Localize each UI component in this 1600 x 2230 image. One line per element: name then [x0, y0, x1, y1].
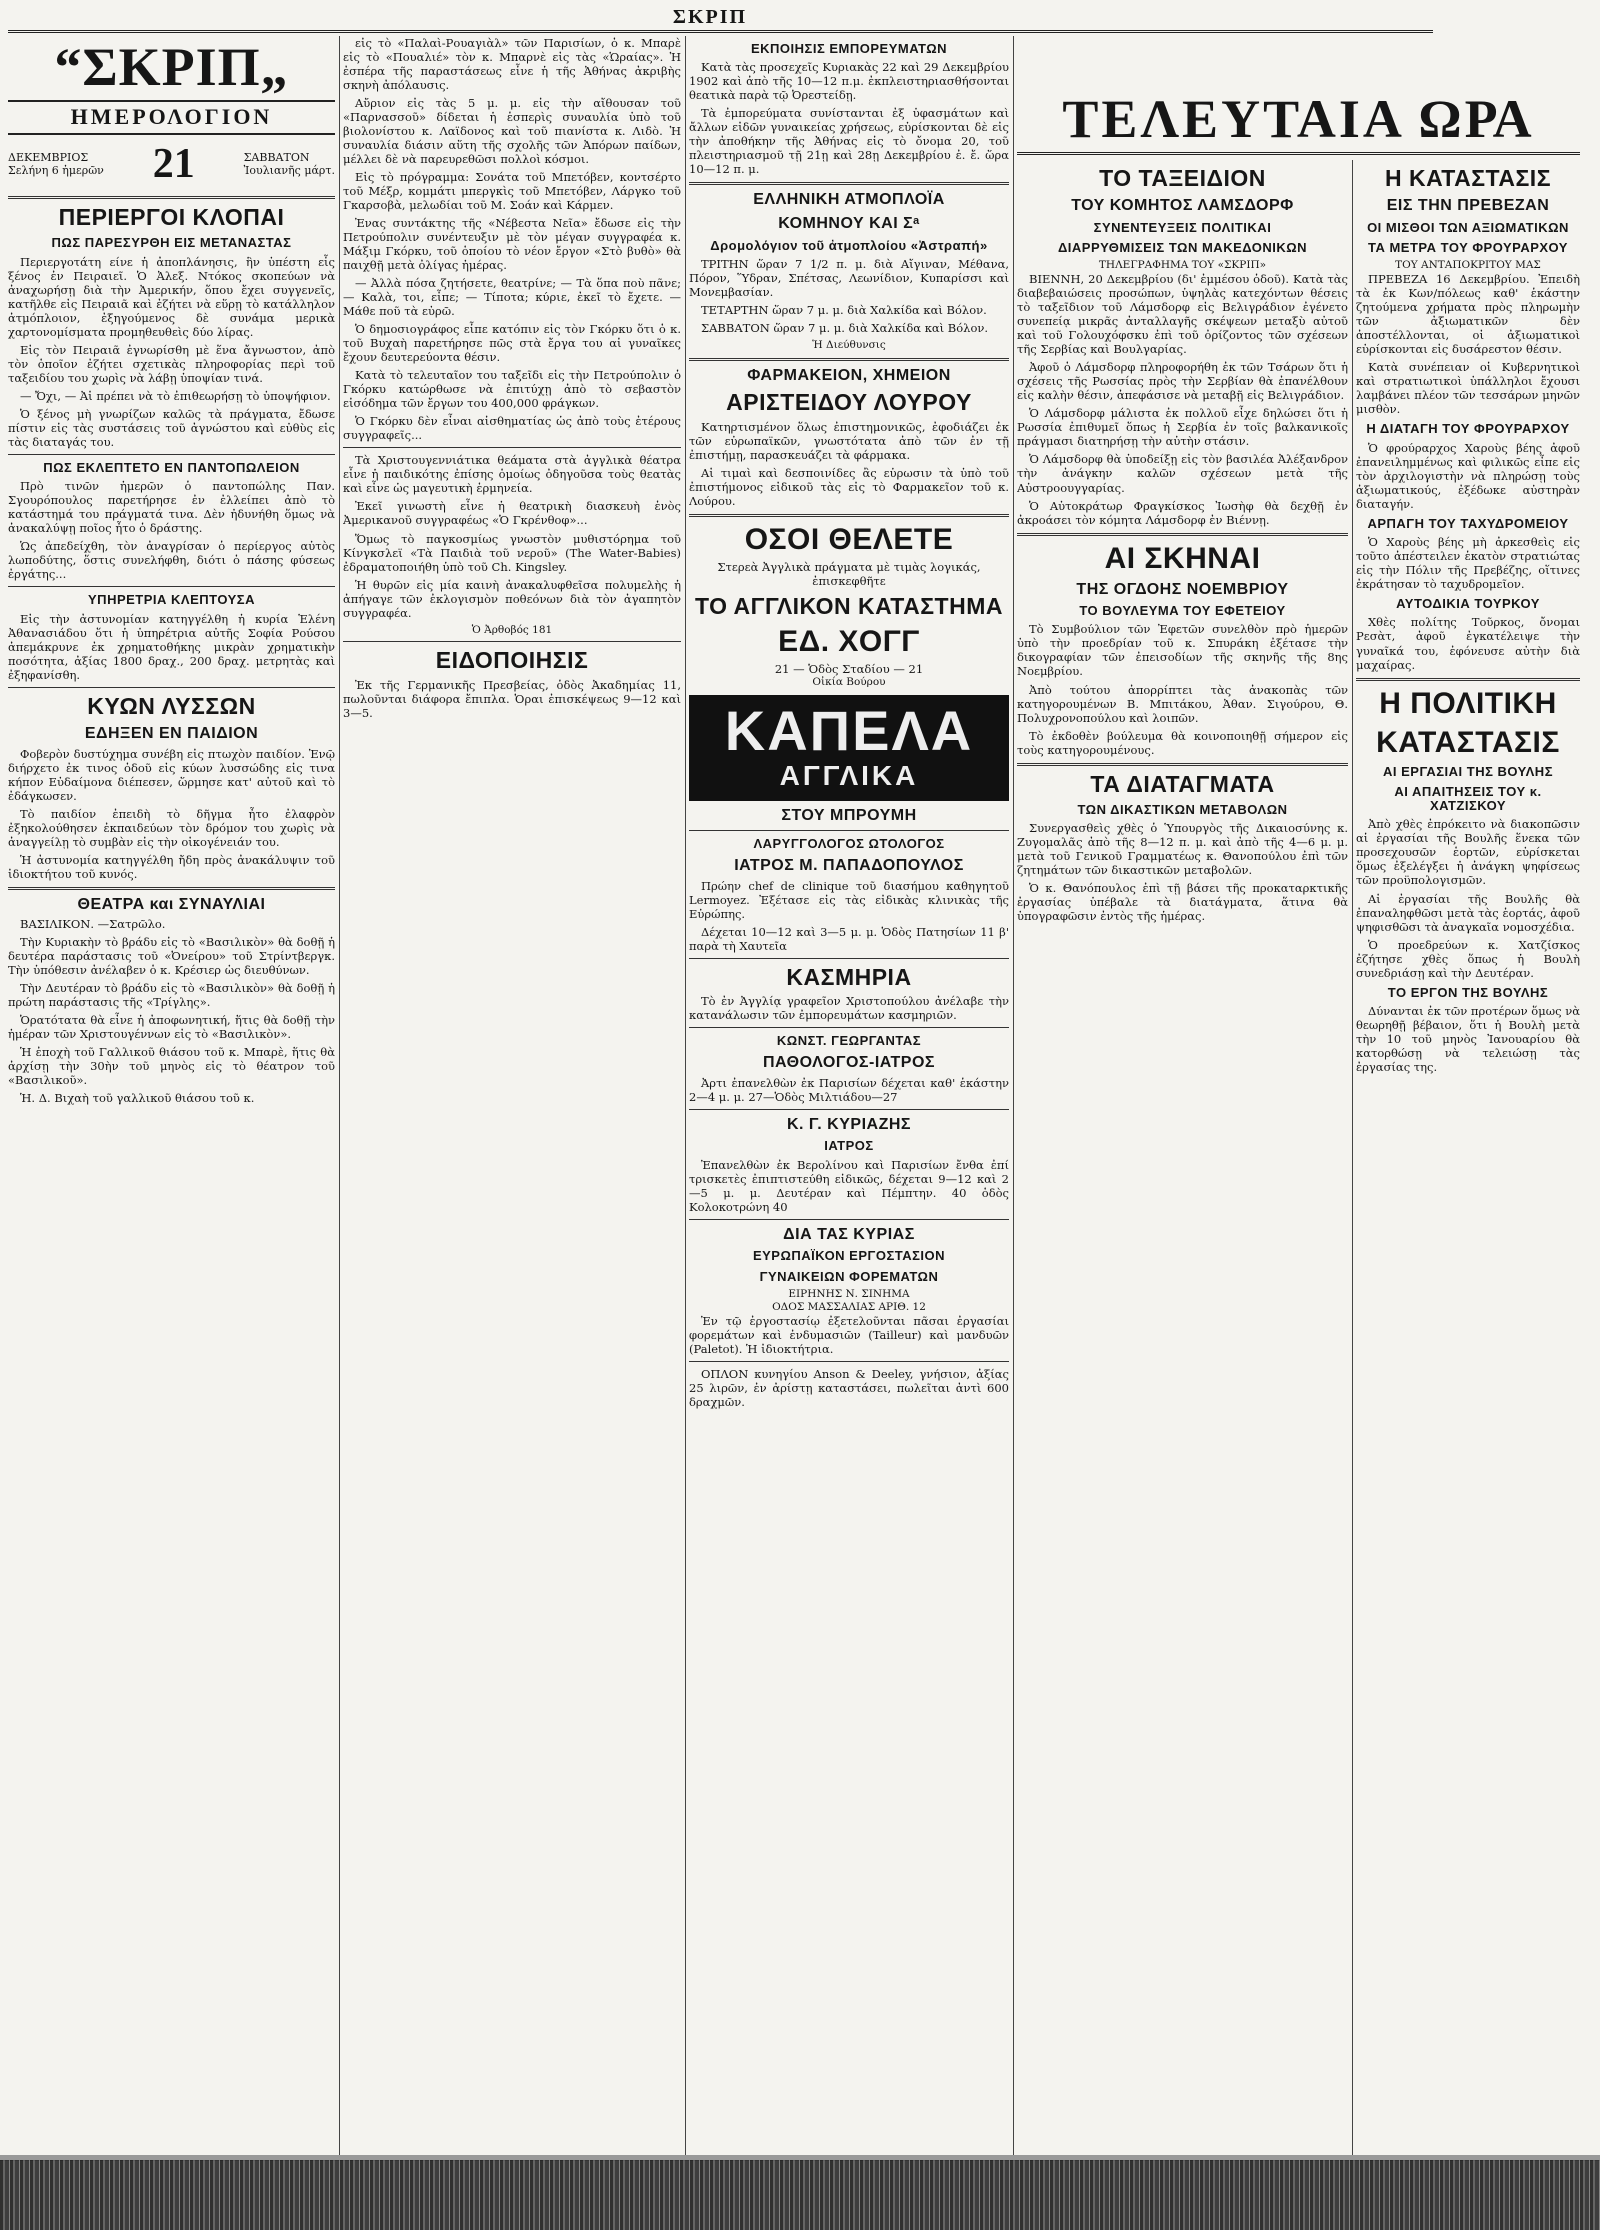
divider — [689, 1361, 1009, 1362]
ad-text: Πρώην chef de clinique τοῦ διασήμου καθηγητοῦ Lermoyez. Ἐξέτασε εἰς τὰς εἰδικὰς κλινικὰς τῆς Εὐρώπης. — [689, 878, 1009, 921]
article-subheadline: ΤΗΣ ΟΓΔΟΗΣ ΝΟΕΜΒΡΙΟΥ — [1076, 580, 1289, 598]
article-paragraph: Ἡ ἐποχὴ τοῦ Γαλλικοῦ θιάσου τοῦ κ. Μπαρὲ, ἥτις θὰ ἀρχίσῃ τὴν 30ὴν τοῦ μηνὸς εἰς τὸ θέατρον τοῦ «Βασιλικοῦ». — [8, 1045, 335, 1088]
divider — [689, 1027, 1009, 1028]
top-rule — [8, 30, 1433, 33]
ad-headline: ΛΑΡΥΓΓΟΛΟΓΟΣ ΩΤΟΛΟΓΟΣ — [753, 835, 945, 851]
article-headline: ΤΑ ΔΙΑΤΑΓΜΑΤΑ — [1090, 770, 1275, 797]
julian-label: Ἰουλιανῆς μάρτ. — [243, 164, 335, 178]
divider — [689, 1219, 1009, 1220]
column-rule — [1013, 36, 1014, 2156]
article-headline: ΑΙ ΣΚΗΝΑΙ — [1104, 541, 1261, 575]
article-paragraph: Αἱ ἐργασίαι τῆς Βουλῆς θὰ ἐπαναληφθῶσι μετὰ τὰς ἑορτάς, ἀφοῦ ψηφισθῶσι τὰ ἀναγκαῖα νομοσχέδια. — [1356, 891, 1580, 934]
article-subheadline: Η ΔΙΑΤΑΓΗ ΤΟΥ ΦΡΟΥΡΑΡΧΟΥ — [1366, 421, 1570, 437]
article-headline: ΤΟ ΤΑΞΕΙΔΙΟΝ — [1099, 165, 1266, 191]
divider — [1017, 763, 1348, 766]
article-paragraph: Ἡ ἀστυνομία κατηγγέλθη ἤδη πρὸς ἀνακάλυψιν τοῦ ἰδιοκτήτου τοῦ κυνός. — [8, 852, 335, 881]
ad-headline: ΦΑΡΜΑΚΕΙΟΝ, ΧΗΜΕΙΟΝ — [747, 366, 951, 384]
column-2 — [343, 36, 681, 2156]
article-headline: Η ΚΑΤΑΣΤΑΣΙΣ — [1384, 165, 1551, 191]
divider — [689, 358, 1009, 361]
divider — [689, 958, 1009, 959]
article-paragraph: — Ὄχι, — Ἀἱ πρέπει νὰ τὸ ἐπιθεωρήσῃ τὸ ὑποψήφιον. — [20, 388, 331, 403]
column-4 — [1017, 160, 1348, 2156]
article-paragraph: Ὁ ξένος μὴ γνωρίζων καλῶς τὰ πράγματα, ἔδωσε πίστιν εἰς τὰς συστάσεις τοῦ ἀγνώστου καὶ εὐθὺς εἰς τὰς διαταγάς του. — [8, 406, 335, 449]
article-paragraph: Πρὸ τινῶν ἡμερῶν ὁ παντοπώλης Παν. Σγουρόπουλος παρετήρησε ἐν ἐλλείπει ἀπὸ τὸ κατάστημά του πράγματά τινα. Δὲν ἠδυνήθη ὅμως νὰ ἀνακαλύψῃ ποῖος ἦτο ὁ δράστης. — [8, 479, 335, 536]
article-paragraph: Τὴν Δευτέραν τὸ βράδυ εἰς τὸ «Βασιλικὸν» θὰ δοθῇ ἡ πρώτη παράστασις τῆς «Τρίγλης». — [8, 981, 335, 1010]
article-paragraph: Ὁ Γκόρκυ δὲν εἶναι αἰσθηματίας ὡς ἀπὸ τοὺς ἐτέρους συγγραφεῖς... — [343, 414, 681, 443]
article-paragraph: Κατὰ συνέπειαν οἱ Κυβερνητικοὶ καὶ στρατιωτικοὶ ὑπάλληλοι ἔχουσι λαμβάνει πλέον τῶν τεσσάρων μηνῶν μισθὸν. — [1356, 360, 1580, 417]
article-paragraph: Εἰς τὴν ἀστυνομίαν κατηγγέλθη ἡ κυρία Ἑλένη Ἀθανασιάδου ὅτι ἡ ὑπηρέτρια αὐτῆς Σοφία Ρούσου ἀπεμάκρυνε ἐκ χρηματοθήκης μικρὰν χρηματικὴν ποσότητα, ἀξίας 1800 δραχ., 200 δραχ. μετρητὰς καὶ ἐξηφανίσθη. — [8, 611, 335, 682]
column-5 — [1356, 160, 1580, 2156]
article-paragraph: Ἀφοῦ ὁ Λάμσδορφ πληροφορήθη ἐκ τῶν Τσάρων ὅτι ἡ σχέσεις τῆς Ρωσσίας πρὸς τὴν Σερβίαν θὰ ἐπανέλθουν εἰς καλὴν θέσιν, ἀπεφάσισε νὰ μεταβῇ εἰς Βελιγράδιον. — [1017, 360, 1348, 403]
divider — [8, 887, 335, 890]
ad-subheadline: ΕΙΡΗΝΗΣ Ν. ΣΙΝΗΜΑ — [788, 1288, 910, 1301]
article-paragraph: ΠΡΕΒΕΖΑ 16 Δεκεμβρίου. Ἐπειδὴ τὰ ἐκ Κων/πόλεως καθ' ἑκάστην ζητούμενα χρήματα πρὸς πληρωμὴν τῶν ἀξιωματικῶν δὲν ἀποστέλλονται, οἱ ἀξιωματικοὶ εὑρίσκονται εἰς δυσάρεστον θέσιν. — [1356, 272, 1580, 357]
ad-text: ΣΑΒΒΑΤΟΝ ὥραν 7 μ. μ. διὰ Χαλκίδα καὶ Βόλον. — [701, 320, 989, 335]
article-subheadline: ΠΩΣ ΠΑΡΕΣΥΡΘΗ ΕΙΣ ΜΕΤΑΝΑΣΤΑΣ — [51, 235, 292, 251]
article-paragraph: εἰς τὸ «Παλαὶ-Ρουαγιὰλ» τῶν Παρισίων, ὁ κ. Μπαρὲ εἰς τὸ «Πουαλιέ» τὸν κ. Μπαρνὲ εἰς τὰς «Ὡραίας». Ἡ ἐσπέρα τῆς παραστάσεως εἶνε ἡ τῆς Ἀθήνας ἀκριβὴς σκηνὴ ἀπόλαυσις. — [343, 36, 681, 93]
ad-text: ΤΡΙΤΗΝ ὥραν 7 1/2 π. μ. διὰ Αἴγιναν, Μέθανα, Πόρον, Ὕδραν, Σπέτσας, Λεωνίδιον, Κυπαρίσσι καὶ Μονεμβασίαν. — [689, 256, 1009, 299]
ad-text: Ἐπανελθὼν ἐκ Βερολίνου καὶ Παρισίων ἔνθα ἐπί τρισκετὲς ἐπιπτιστεύθη εἰδικῶς, δέχεται 9—12 καὶ 2—5 μ. μ. Δευτέραν καὶ Πέμπτην. 40 ὁδὸς Κολοκοτρώνη 40 — [689, 1157, 1009, 1214]
ad-address: 21 — Ὁδὸς Σταδίου — 21 — [774, 662, 924, 677]
article-paragraph: Ὁ προεδρεύων κ. Χατζίσκος ἐζήτησε χθὲς ὅπως ἡ Βουλὴ συνεδριάσῃ καὶ τὴν Δευτέραν. — [1356, 937, 1580, 980]
divider — [689, 514, 1009, 517]
ad-big-text: ΚΑΠΕΛΑ — [724, 698, 974, 762]
article-headline: ΚΥΩΝ ΛΥΣΣΩΝ — [87, 692, 256, 719]
ad-subheadline: ΠΑΘΟΛΟΓΟΣ-ΙΑΤΡΟΣ — [763, 1054, 935, 1072]
divider — [343, 641, 681, 642]
article-subheadline: ΕΔΗΞΕΝ ΕΝ ΠΑΙΔΙΟΝ — [84, 724, 259, 742]
divider — [8, 687, 335, 688]
article-subheadline: ΑΥΤΟΔΙΚΙΑ ΤΟΥΡΚΟΥ — [1396, 596, 1540, 612]
ad-text: Στερεὰ Ἀγγλικὰ πράγματα μὲ τιμὰς λογικάς, ἐπισκεφθῆτε — [717, 559, 981, 588]
divider — [689, 830, 1009, 831]
ad-headline: ΚΩΝΣΤ. ΓΕΩΡΓΑΝΤΑΣ — [776, 1032, 922, 1048]
article-paragraph: Χθὲς πολίτης Τοῦρκος, ὄνομαι Ρεσὰτ, ἀφοῦ ἐγκατέλειψε τὴν γυναῖκά του, ἐφόνευσε αὐτὴν διὰ μαχαίρας. — [1356, 615, 1580, 672]
ad-text: Τὰ ἐμπορεύματα συνίστανται ἐξ ὑφασμάτων καὶ ἄλλων εἰδῶν γυναικείας χρήσεως, εὑρίσκονται δὲ εἰς τὴν ἀποθήκην τῆς Ἀθήνας εἰς τὸ ὄνομα 20, τοῦ πλειστηριασμοῦ τῇ 21ῃ καὶ 28ῃ Δεκεμβρίου ἐ. ἔ. ὥρα 10—12 π. μ. — [689, 106, 1009, 177]
column-1 — [8, 36, 335, 2156]
ad-text: ΟΠΛΟΝ κυνηγίου Anson & Deeley, γνήσιον, ἀξίας 25 λιρῶν, ἐν ἀρίστῃ καταστάσει, πωλεῖται ἀντὶ 600 δραχμῶν. — [689, 1366, 1009, 1409]
ad-headline: ΚΑΣΜΗΡΙΑ — [786, 963, 912, 990]
article-paragraph: Ὁ δημοσιογράφος εἶπε κατόπιν εἰς τὸν Γκόρκυ ὅτι ὁ κ. τοῦ Βυχαὴ παρετήρησε πῶς στὰ ἔργα του αἱ γυναῖκες ἔχουν δευτερεύοντα θέσιν. — [343, 322, 681, 365]
ad-text: Κατηρτισμένον ὅλως ἐπιστημονικῶς, ἐφοδιάζει ἐκ τῶν εὐρωπαϊκῶν, γνωστότατα ἀπὸ τῶν ἐν τῇ ἐπιστήμῃ, παρασκευάζει τὰ φάρμακα. — [689, 419, 1009, 462]
article-paragraph: Ὁ Λάμσδορφ μάλιστα ἐκ πολλοῦ εἶχε δηλώσει ὅτι ἡ Ρωσσία ἐπιθυμεῖ ὅπως ἡ Σερβία ἐν τοῖς βαλκανικοῖς πράγμασι διατηρήσῃ τὴν αὐτὴν στάσιν. — [1017, 406, 1348, 449]
article-paragraph: Ὁ Λάμσδορφ θὰ ὑποδείξῃ εἰς τὸν βασιλέα Ἀλέξανδρον τὴν ἀνάγκην καλῶν σχέσεων μετὰ τῆς Αὐστροουγγαρίας. — [1017, 452, 1348, 495]
scan-noise-strip — [0, 2160, 1600, 2230]
ad-subheadline: ΑΡΙΣΤΕΙΔΟΥ ΛΟΥΡΟΥ — [726, 389, 972, 416]
article-paragraph: Τὸ ἐκδοθὲν βούλευμα θὰ κοινοποιηθῇ σήμερον εἰς τοὺς κατηγορουμένους. — [1017, 728, 1348, 757]
article-subheadline: ΤΟ ΒΟΥΛΕΥΜΑ ΤΟΥ ΕΦΕΤΕΙΟΥ — [1079, 603, 1286, 619]
article-paragraph: Ἡ θυρῶν εἰς μία καινὴ ἀνακαλυφθεῖσα πολυμελὴς ἡ ἀπήγαγε τῶν ἐκλογισμὸν ποθεόνων διὰ τὸν ἀγαπητὸν συγγραφέα. — [343, 577, 681, 620]
article-paragraph: Ἡ. Δ. Βιχαὴ τοῦ γαλλικοῦ θιάσου τοῦ κ. — [20, 1091, 255, 1106]
article-paragraph: Εἰς τὸ πρόγραμμα: Σονάτα τοῦ Μπετόβεν, κοντσέρτο τοῦ Μέξρ, κομμάτι μπεργκὶς τοῦ Μπετόβεν, Λάργκο τοῦ Γκαρσοβὰ, μελωδίαι τοῦ Μ. Σοάν καὶ Κάρμεν. — [343, 170, 681, 213]
article-paragraph: Περιεργοτάτη είνε ἡ ἀποπλάνησις, ἣν ὑπέστη εἷς ξένος ἐν Πειραιεῖ. Ὁ Ἀλεξ. Ντόκος σκοπεύων νὰ ἀναχωρήσῃ διὰ τὴν Ἀμερικήν, ὅπου ἔχει συγγενεῖς, κατῆλθε εἰς Πειραιᾶ καὶ ἐζήτει νὰ εὕρῃ τὸ κατάλληλον ἀτμόπλοιον, ἐξηγούμενος δὲ συνάμα μερικὰ χαρτονομίσματα προμηθευθεὶς δύο λίρας. — [8, 254, 335, 339]
article-paragraph: Τὸ Συμβούλιον τῶν Ἐφετῶν συνελθὸν πρὸ ἡμερῶν ὑπὸ τὴν προεδρίαν τοῦ κ. Σπυράκη ἐξέτασε τὴν δικογραφίαν τῶν ἐπεισοδίων τῆς σκηνῆς τῆς 8ης Νοεμβρίου. — [1017, 622, 1348, 679]
article-paragraph: Ἀπὸ τούτου ἀπορρίπτει τὰς ἀνακοπὰς τῶν κατηγορουμένων Β. Μπιτάκου, Ἀθαν. Σιγούρου, Θ. Πολυχρονοπούλου καὶ λοιπῶν. — [1017, 682, 1348, 725]
article-paragraph: Ὁρατότατα θὰ εἶνε ἡ ἀποφωνητική, ἥτις θὰ δοθῇ τὴν ἡμέραν τῶν Χριστουγέννων εἰς τὸ «Βασιλικὸν». — [8, 1013, 335, 1042]
article-paragraph: Τὰ Χριστουγεννιάτικα θεάματα στὰ ἀγγλικὰ θέατρα εἶνε ἡ παιδικότης ἐπίσης ὁμοίως ὀδηγοῦσα τοὺς θεατὰς καὶ εἶνε ὡς μαγευτικὴ ἑρμηνεία. — [343, 453, 681, 496]
divider — [1356, 678, 1580, 681]
article-paragraph: Φοβερὸν δυστύχημα συνέβη εἰς πτωχὸν παιδίον. Ἐνῷ διήρχετο ἐκ τινος ὁδοῦ εἰς κύων λυσσώδης εἰς τινα κήπον Εὐδαίμονα διέπεσεν, ὥρμησε κατ' αὐτοῦ καὶ τὸ ἐδάγκωσεν. — [8, 746, 335, 803]
ad-store-name: ΣΤΟΥ ΜΠΡΟΥΜΗ — [781, 807, 917, 825]
article-subheadline: ΟΙ ΜΙΣΘΟΙ ΤΩΝ ΑΞΙΩΜΑΤΙΚΩΝ — [1367, 219, 1569, 235]
ad-text: Κατὰ τὰς προσεχεῖς Κυριακὰς 22 καὶ 29 Δεκεμβρίου 1902 καὶ ἀπὸ τῆς 10—12 π.μ. ἐκπλειστηριασθήσονται θεατικὰ παρὰ τῷ Ὀρεστείδῃ. — [689, 60, 1009, 103]
ad-address: Οἰκία Βούρου — [812, 676, 886, 689]
section-headline: ΘΕΑΤΡΑ και ΣΥΝΑΥΛΙΑΙ — [77, 895, 266, 913]
divider — [8, 454, 335, 455]
column-rule — [339, 36, 340, 2156]
divider — [1017, 533, 1348, 536]
last-hour-banner: ΤΕΛΕΥΤΑΙΑ ΩΡΑ — [1062, 89, 1535, 149]
ad-subheadline: Δρομολόγιον τοῦ ἀτμοπλοίου «Ἀστραπή» — [710, 237, 988, 253]
divider — [689, 1109, 1009, 1110]
article-headline: ΠΩΣ ΕΚΛΕΠΤΕΤΟ ΕΝ ΠΑΝΤΟΠΩΛΕΙΟΝ — [43, 459, 300, 475]
article-subheadline: ΤΟΥ ΚΟΜΗΤΟΣ ΛΑΜΣΔΟΡΦ — [1071, 197, 1294, 215]
ad-mid-text: ΑΓΓΛΙΚΑ — [779, 759, 919, 791]
article-signature: Ὁ Ἀρθοβός 181 — [471, 623, 553, 636]
article-subheadline: ΤΗΛΕΓΡΑΦΗΜΑ ΤΟΥ «ΣΚΡΙΠ» — [1098, 259, 1267, 272]
article-paragraph: Αὔριον εἰς τὰς 5 μ. μ. εἰς τὴν αἴθουσαν τοῦ «Παρνασσοῦ» δίδεται ἡ ἑσπερὶς συναυλία ὑπὸ τοῦ βιολονίστου κ. Λαϊδονος καὶ τοῦ πιανίστα κ. Λιδὸ. Ἡ συναυλία διάσιν αὕτη τῆς σχολῆς τῶν Ἀπόρων παίδων, μέλλει δὲ νὰ παρευρεθῶσι πολλοὶ κόσμοι. — [343, 96, 681, 167]
article-paragraph: Τὴν Κυριακὴν τὸ βράδυ εἰς τὸ «Βασιλικὸν» θὰ δοθῇ ἡ δευτέρα παράστασις τοῦ «Ὀνείρου» τοῦ Στρίντβεργκ. Τὴν ὑπόθεσιν ἀνέλαβεν ὁ κ. Κρέσιερ ὡς διευθύνων. — [8, 935, 335, 978]
ad-subheadline: ΙΑΤΡΟΣ Μ. ΠΑΠΑΔΟΠΟΥΛΟΣ — [734, 856, 964, 874]
ad-headline: ΕΛΛΗΝΙΚΗ ΑΤΜΟΠΛΟΪΑ — [753, 191, 945, 209]
article-paragraph: Κατὰ τὸ τελευταῖον του ταξεῖδι εἰς τὴν Πετρούπολιν ὁ Γκόρκυ κατώρθωσε νὰ ἐπιτύχῃ ἀπὸ τὸ σεβαστὸν εἰσόδημα τῶν ἔργων του 400,000 φράγκων. — [343, 368, 681, 411]
column-rule — [685, 36, 686, 2156]
article-paragraph: Ὡς ἀπεδείχθη, τὸν ἀναγρίσαν ὁ περίεργος αὐτὸς λωποδύτης, ὅστις συνελήφθη, διότι ὁ πάσης φύσεως ἐργάτης... — [8, 539, 335, 582]
article-subheadline: ΔΙΑΡΡΥΘΜΙΣΕΙΣ ΤΩΝ ΜΑΚΕΔΟΝΙΚΩΝ — [1057, 240, 1308, 256]
ad-text: ΤΕΤΑΡΤΗΝ ὥραν 7 μ. μ. διὰ Χαλκίδα καὶ Βόλον. — [701, 302, 987, 317]
ad-headline: ΕΚΠΟΙΗΣΙΣ ΕΜΠΟΡΕΥΜΑΤΩΝ — [750, 41, 948, 56]
divider — [343, 447, 681, 448]
divider — [8, 196, 335, 199]
article-headline: ΥΠΗΡΕΤΡΙΑ ΚΛΕΠΤΟΥΣΑ — [88, 592, 255, 608]
running-head: ΣΚΡΙΠ — [672, 6, 748, 28]
hats-ad-block — [689, 695, 1009, 801]
article-paragraph: Δύνανται ἐκ τῶν προτέρων ὅμως νὰ θεωρηθῇ βέβαιον, ὅτι ἡ Βουλὴ μετὰ τὴν 10 τοῦ μηνὸς Ἰανουαρίου θὰ κατορθώσῃ νὰ τελειώσῃ τὰς ἐργασίας της. — [1356, 1003, 1580, 1074]
article-paragraph: Εἰς τὸν Πειραιᾶ ἐγνωρίσθη μὲ ἕνα ἄγνωστον, ἀπὸ τὸν ὁποῖον ἐζήτει σχετικὰς πληροφορίας περὶ τοῦ ταξειδίου του χωρὶς νὰ λάβῃ ὑποψίαν τινά. — [8, 342, 335, 385]
article-subheadline: ΣΥΝΕΝΤΕΥΞΕΙΣ ΠΟΛΙΤΙΚΑΙ — [1093, 219, 1272, 235]
notice-headline: ΕΙΔΟΠΟΙΗΣΙΣ — [435, 647, 589, 674]
ad-headline: ΟΣΟΙ ΘΕΛΕΤΕ — [744, 522, 954, 556]
weekday-label: ΣΑΒΒΑΤΟΝ — [243, 151, 310, 165]
article-paragraph: Τὸ παιδίον ἐπειδὴ τὸ δῆγμα ἦτο ἐλαφρὸν ἐξηκολούθησεν ἐκπαιδεύων τὸν δρόμον του χωρὶς νὰ ἀναγγείλῃ τὸ συμβὰν εἰς τὴν οἰκογένειάν του. — [8, 806, 335, 849]
article-subheadline: ΤΟ ΕΡΓΟΝ ΤΗΣ ΒΟΥΛΗΣ — [1387, 984, 1549, 1000]
article-paragraph: Συνεργασθεὶς χθὲς ὁ Ὑπουργὸς τῆς Δικαιοσύνης κ. Ζυγομαλᾶς ἀπὸ τῆς 8—12 π. μ. καὶ ἀπὸ τῆς 4—6 μ. μ. μετὰ τοῦ Γενικοῦ Γραμματέως κ. Θανοπούλου ἐπὶ τῶν ζητημάτων τῶν δικαστικῶν μεταβολῶν. — [1017, 821, 1348, 878]
article-paragraph: Ἐκ τῆς Γερμανικῆς Πρεσβείας, ὁδὸς Ἀκαδημίας 11, πωλοῦνται διάφορα ἔπιπλα. Ὁραι ἐπισκέψεως 9—12 καὶ 3—5. — [343, 677, 681, 720]
ad-text: Ἀρτι ἐπανελθὼν ἐκ Παρισίων δέχεται καθ' ἑκάστην 2—4 μ. μ. 27—Ὁδὸς Μιλτιάδου—27 — [689, 1075, 1009, 1104]
ad-text: Αἱ τιμαὶ καὶ δεσποινίδες ἂς εὑρωσιν τὰ ὑπὸ τοῦ ἐπιστήμονος εἰδικοῦ τὰς εἰς τὸ Φαρμακεῖον τοῦ κ. Λούρου. — [689, 465, 1009, 508]
column-3 — [689, 36, 1009, 2156]
article-subheadline: ΑΡΠΑΓΗ ΤΟΥ ΤΑΧΥΔΡΟΜΕΙΟΥ — [1367, 515, 1569, 531]
dateline — [8, 139, 335, 190]
article-paragraph: Ἐκεῖ γινωστὴ εἶνε ἡ θεατρικὴ διασκευὴ ἑνὸς Ἀμερικανοῦ συγγραφέως «Ὁ Γκρένθοφ»... — [343, 499, 681, 528]
article-paragraph: ΒΑΣΙΛΙΚΟΝ. —Σατρῶλο. — [20, 917, 166, 932]
article-headline: Η ΠΟΛΙΤΙΚΗ — [1379, 686, 1557, 720]
article-paragraph: — Ἀλλὰ πόσα ζητήσετε, θεατρίνε; — Τὰ ὅπα ποὺ πᾶνε; — Καλὰ, τοι, εἶπε; — Τίποτα; κύριε, ἐκεῖ τὸ ἔχετε. — Μάθε ποῦ τὰ εὐρῶ. — [343, 276, 681, 319]
moon-label: Σελήνη 6 ἡμερῶν — [8, 164, 104, 178]
ad-subheadline: ΟΔΟΣ ΜΑΣΣΑΛΙΑΣ ΑΡΙΘ. 12 — [772, 1300, 926, 1313]
article-subheadline: ΤΑ ΜΕΤΡΑ ΤΟΥ ΦΡΟΥΡΑΡΧΟΥ — [1368, 240, 1568, 256]
divider — [689, 182, 1009, 185]
ad-subheadline: ΕΔ. ΧΟΓΓ — [778, 625, 920, 659]
ad-subheadline: ΚΟΜΗΝΟΥ ΚΑΙ Σᵃ — [778, 215, 920, 233]
article-paragraph: Ἀπὸ χθὲς ἐπρόκειτο νὰ διακοπῶσιν αἱ ἐργασίαι τῆς Βουλῆς ἕνεκα τῶν προσεχουσῶν ἑορτῶν, εὑρίσκεται ὅμως ἐξελέγξει ἡ ἀνάγκη ψηφίσεως τῶν προϋπολογισμῶν. — [1356, 817, 1580, 888]
column-rule — [1352, 160, 1353, 2156]
ad-text: Ἐν τῷ ἐργοστασίῳ ἐξετελοῦνται πᾶσαι ἐργασίαι φορεμάτων καὶ ἐνδυμασιῶν (Tailleur) καὶ μανδυῶν (Paletot). Ἡ ἰδιοκτήτρια. — [689, 1313, 1009, 1356]
article-paragraph: Ὁ κ. Θανόπουλος ἐπὶ τῇ βάσει τῆς προκαταρκτικῆς ἐργασίας ὑπέβαλε τὰ διατάγματα, ἅτινα θὰ ὑπογραφῶσιν ἐντὸς τῆς ἡμέρας. — [1017, 881, 1348, 924]
ad-headline: ΔΙΑ ΤΑΣ ΚΥΡΙΑΣ — [783, 1225, 915, 1243]
banner-rule — [1017, 152, 1580, 155]
calendar-heading: ΗΜΕΡΟΛΟΓΙΟΝ — [8, 100, 335, 135]
ad-subheadline: ΓΥΝΑΙΚΕΙΩΝ ΦΟΡΕΜΑΤΩΝ — [759, 1268, 939, 1284]
article-headline: ΠΕΡΙΕΡΓΟΙ ΚΛΟΠΑΙ — [58, 204, 285, 231]
article-subheadline: ΤΟΥ ΑΝΤΑΠΟΚΡΙΤΟΥ ΜΑΣ — [1395, 259, 1541, 272]
article-paragraph: Ὅμως τὸ παγκοσμίως γνωστὸν μυθιστόρημα τοῦ Κίνγκσλεϊ «Τὰ Παιδιὰ τοῦ νεροῦ» (The Water-Babies) ἐδραματοποιήθη ὑπὸ τοῦ Ch. Kingsley. — [343, 531, 681, 574]
article-paragraph: ΒΙΕΝΝΗ, 20 Δεκεμβρίου (δι' ἐμμέσου ὁδοῦ). Κατὰ τὰς διαβεβαιώσεις προσώπων, ὑψηλὰς κατεχόντων θέσεις τὸ ταξεῖδιον τοῦ Λάμσδορφ εἰς Βελιγράδιον ἐγένετο συνεπείᾳ μικρᾶς ἀνταλλαγῆς σκέψεων μεταξὺ αὐτοῦ καὶ τοῦ Γολουχόφσκυ ἐπὶ τοῦ ὀρίζοντος τῶν σχέσεων τῆς Σερβίας καὶ Βουλγαρίας. — [1017, 272, 1348, 357]
ad-text: Τὸ ἐν Ἀγγλίᾳ γραφεῖον Χριστοπούλου ἀνέλαβε τὴν κατανάλωσιν τῶν ἐμπορευμάτων κασμηριῶν. — [689, 993, 1009, 1022]
month-label: ΔΕΚΕΜΒΡΙΟΣ — [8, 151, 89, 165]
article-paragraph: Ὁ Χαροὺς βέης μὴ ἀρκεσθεὶς εἰς τοῦτο ἀπέστειλεν ἑκατὸν στρατιώτας εἰς τὴν Πόλιν τῆς Πρεβέζης, οἵτινες ἐκράτησαν τὸ ταχυδρομεῖον. — [1356, 535, 1580, 592]
article-subheadline: ΕΙΣ ΤΗΝ ΠΡΕΒΕΖΑΝ — [1386, 197, 1550, 215]
ad-text: Δέχεται 10—12 καὶ 3—5 μ. μ. Ὁδὸς Πατησίων 11 β' παρὰ τὴ Χαυτεῖα — [689, 924, 1009, 953]
ad-signature: Ἡ Διεύθυνσις — [812, 338, 886, 351]
ad-subheadline: ΙΑΤΡΟΣ — [824, 1138, 874, 1154]
article-paragraph: Ὁ Αὐτοκράτωρ Φραγκίσκος Ἰωσὴφ θὰ δεχθῇ ἐν ἀκροάσει τὸν κόμητα Λάμσδορφ ἐν Βιέννῃ. — [1017, 498, 1348, 527]
article-paragraph: Ἐνας συντάκτης τῆς «Νέβεστα Νεῖα» ἔδωσε εἰς τὴν Πετρούπολιν συνέντευξιν μὲ τὸν μέγαν συγγραφέα κ. Μάξιμ Γκόρκυ, τοῦ ὁποίου τὸ νέον ἔργον «Στὸ βυθὸ» θὰ παιχθῇ μετὰ ὀλίγας ἡμέρας. — [343, 216, 681, 273]
ad-subheadline: ΕΥΡΩΠΑΪΚΟΝ ΕΡΓΟΣΤΑΣΙΟΝ — [752, 1248, 946, 1264]
day-number: 21 — [152, 140, 195, 187]
article-paragraph: Ὁ φρούραρχος Χαροὺς βέης ἀφοῦ ἐπανειλημμένως καὶ φιλικῶς εἶπε εἰς τὸν ἀρχιλογιστὴν νὰ πληρώσῃ τοὺς ἀξιωματικούς, ἐξέδωκε αὐστηρὰν διαταγήν. — [1356, 440, 1580, 511]
ad-headline: ΤΟ ΑΓΓΛΙΚΟΝ ΚΑΤΑΣΤΗΜΑ — [695, 592, 1003, 619]
article-headline: ΚΑΤΑΣΤΑΣΙΣ — [1376, 725, 1560, 759]
article-subheadline: ΑΙ ΕΡΓΑΣΙΑΙ ΤΗΣ ΒΟΥΛΗΣ — [1383, 763, 1553, 779]
newspaper-logo: “ΣΚΡΙΠ„ — [54, 37, 289, 97]
article-subheadline: ΑΙ ΑΠΑΙΤΗΣΕΙΣ ΤΟΥ κ. ΧΑΤΖΙΣΚΟΥ — [1394, 783, 1542, 814]
article-subheadline: ΤΩΝ ΔΙΚΑΣΤΙΚΩΝ ΜΕΤΑΒΟΛΩΝ — [1077, 801, 1288, 817]
divider — [8, 586, 335, 587]
ad-headline: Κ. Γ. ΚΥΡΙΑΖΗΣ — [786, 1115, 912, 1133]
